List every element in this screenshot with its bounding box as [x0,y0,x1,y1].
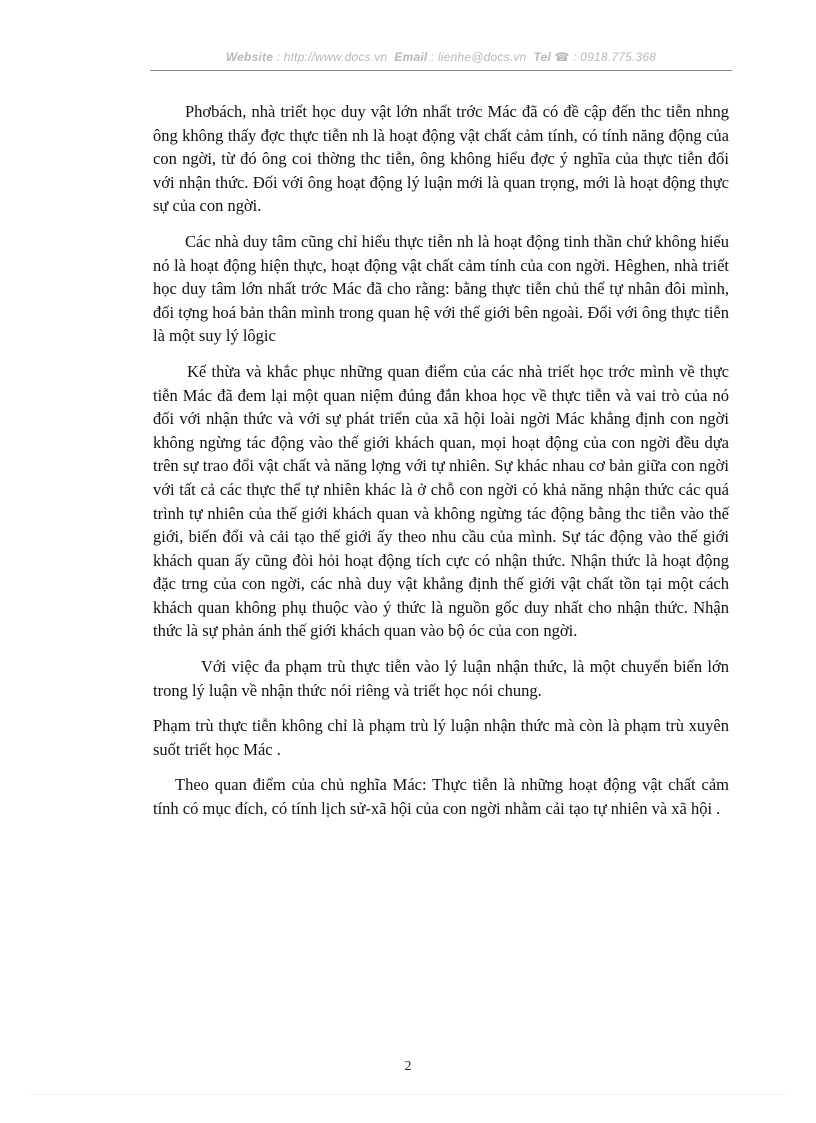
paragraph-idealists: Các nhà duy tâm cũng chỉ hiểu thực tiễn nh là hoạt động tinh thần chứ không hiểu nó là hoạt động hiện thực, hoạt động vật chất cảm tính của con ngời. Hêghen, nhà triết học duy tâm lớn nhất trớc Mác đã cho rằng: bằng thực tiễn chủ thể tự nhân đôi mình, đối tợng hoá bản thân mình trong quan hệ với thế giới bên ngoài. Đối với ông thực tiễn là một suy lý lôgic [153,231,729,346]
email-value: : lienhe@docs.vn [430,50,527,64]
paragraph-feuerbach: Phơbách, nhà triết học duy vật lớn nhất trớc Mác đã có đề cập đến thc tiễn nhng ông không thấy đợc thực tiễn nh là hoạt động vật chất cảm tính, có tính năng động của con ngời, từ đó ông coi thờng thc tiễn, ông không hiểu đợc ý nghĩa của thực tiễn đối với nhận thức. Đối với ông hoạt động lý luận mới là quan trọng, mới là hoạt động thực sự của con ngời. [153,102,729,216]
paragraph-marx-practice: Kế thừa và khắc phục những quan điểm của các nhà triết học trớc mình về thực tiễn Mác đã đem lại một quan niệm đúng đắn khoa học về thực tiễn và vai trò của nó đối với nhận thức và với sự phát triển của xã hội loài ngời Mác khẳng định con ngời không ngừng tác động vào thế giới khách quan, mọi hoạt động của con ngời đều dựa trên sự trao đổi vật chất và năng lợng với tự nhiên. Sự khác nhau cơ bản giữa con ngời với tất cả các thực thể tự nhiên khác là ở chỗ con ngời có khả năng nhận thức các quá trình tự nhiên của thế giới khách quan và không ngừng tác động bằng thc tiễn vào thế giới, biến đổi và cải tạo thế giới ấy theo nhu cầu của mình. Sự tác động vào thế giới khách quan ấy cũng đòi hỏi hoạt động tích cực có nhận thức. Nhận thức là hoạt động đặc trng của con ngời, các nhà duy vật khẳng định thế giới vật chất tồn tại một cách khách quan không phụ thuộc vào ý thức là nguồn gốc duy nhất cho nhận thức. Nhận thức là sự phản ánh thế giới khách quan vào bộ óc của con ngời. [153,361,729,641]
paragraph-definition: Theo quan điểm của chủ nghĩa Mác: Thực tiễn là những hoạt động vật chất cảm tính có mục đích, có tính lịch sử-xã hội của con ngời nhằm cải tạo tự nhiên và xã hội . [153,775,729,819]
paragraph-category-scope: Phạm trù thực tiễn không chỉ là phạm trù lý luận nhận thức mà còn là phạm trù xuyên suốt triết học Mác . [153,716,729,759]
email-label: Email [394,50,428,64]
website-value: : http://www.docs.vn [276,50,388,64]
tel-value: ☎ : 0918.775.368 [554,50,657,64]
website-label: Website [225,50,274,64]
document-body [153,100,729,821]
header-divider [150,70,732,71]
page-number: 2 [404,1059,412,1074]
tel-label: Tel [533,50,551,64]
paragraph-category-shift: Với việc đa phạm trù thực tiễn vào lý luận nhận thức, là một chuyển biến lớn trong lý luận về nhận thức nói riêng và triết học nói chung. [153,657,729,700]
page-header [150,50,732,64]
footer-divider [30,1094,786,1095]
